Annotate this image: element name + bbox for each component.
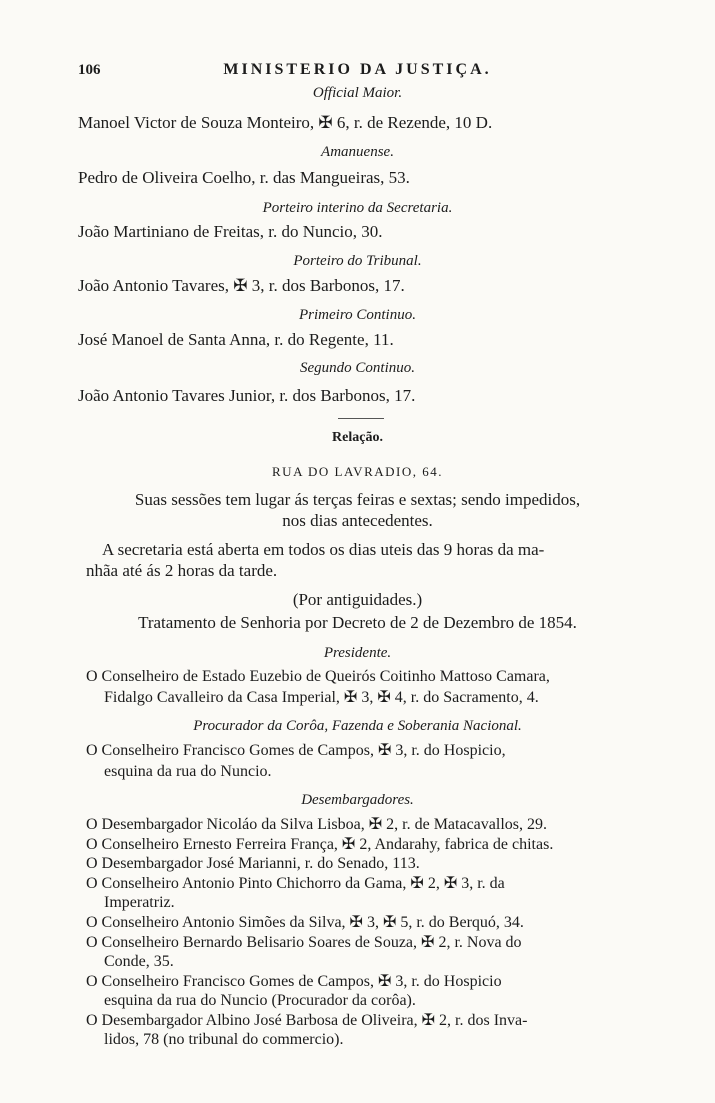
role-heading: Segundo Continuo. [300,360,415,376]
presidente-entry: O Conselheiro de Estado Euzebio de Queirós Coitinho Mattoso Camara, [86,668,550,685]
presidente-heading: Presidente. [323,645,392,661]
list-item: O Desembargador Nicoláo da Silva Lisboa, ✠ 2, r. de Matacavallos, 29. [86,816,547,833]
page-title: MINISTERIO DA JUSTIÇA. [223,61,492,78]
office-hours-text: A secretaria está aberta em todos os dias uteis das 9 horas da ma- [102,540,545,559]
list-item: O Conselheiro Antonio Simões da Silva, ✠ 3, ✠ 5, r. do Berquó, 34. [86,914,524,931]
procurador-heading: Procurador da Corôa, Fazenda e Soberania Nacional. [193,718,522,734]
order-note: (Por antiguidades.) [292,590,423,609]
section-address: RUA DO LAVRADIO, 64. [272,464,443,479]
list-item-continuation: Imperatriz. [104,894,175,911]
sessions-text: nos dias antecedentes. [282,511,433,530]
treatment-text: Tratamento de Senhoria por Decreto de 2 de Dezembro de 1854. [138,613,577,632]
staff-entry: Pedro de Oliveira Coelho, r. das Mangueiras, 53. [78,168,410,187]
office-hours-text: nhãa até ás 2 horas da tarde. [86,561,278,580]
list-item: O Conselheiro Francisco Gomes de Campos, ✠ 3, r. do Hospicio [86,973,502,990]
list-item: O Conselheiro Antonio Pinto Chichorro da Gama, ✠ 2, ✠ 3, r. da [86,875,505,892]
staff-entry: José Manoel de Santa Anna, r. do Regente, 11. [78,330,394,349]
list-item-continuation: esquina da rua do Nuncio (Procurador da corôa). [104,992,416,1009]
role-heading: Primeiro Continuo. [299,307,416,323]
page-number: 106 [78,62,101,78]
list-item: O Conselheiro Bernardo Belisario Soares de Souza, ✠ 2, r. Nova do [86,934,522,951]
role-heading: Porteiro interino da Secretaria. [262,200,453,216]
presidente-entry: Fidalgo Cavalleiro da Casa Imperial, ✠ 3, ✠ 4, r. do Sacramento, 4. [104,689,539,706]
list-item-continuation: Conde, 35. [104,953,174,970]
role-heading: Amanuense. [321,144,394,160]
role-heading: Official Maior. [312,85,403,101]
staff-entry: João Antonio Tavares Junior, r. dos Barbonos, 17. [78,386,416,405]
section-title: Relação. [332,430,383,445]
list-item: O Desembargador José Marianni, r. do Senado, 113. [86,855,420,872]
role-heading: Porteiro do Tribunal. [293,253,422,269]
procurador-entry: O Conselheiro Francisco Gomes de Campos, ✠ 3, r. do Hospicio, [86,742,506,759]
staff-entry: João Antonio Tavares, ✠ 3, r. dos Barbonos, 17. [78,276,405,295]
staff-entry: João Martiniano de Freitas, r. do Nuncio, 30. [78,222,383,241]
desembargadores-heading: Desembargadores. [301,792,414,808]
section-divider [338,418,384,419]
procurador-entry: esquina da rua do Nuncio. [104,763,272,780]
list-item: O Conselheiro Ernesto Ferreira França, ✠ 2, Andarahy, fabrica de chitas. [86,836,554,853]
sessions-text: Suas sessões tem lugar ás terças feiras e sextas; sendo impedidos, [134,490,581,509]
staff-entry: Manoel Victor de Souza Monteiro, ✠ 6, r. de Rezende, 10 D. [78,113,493,132]
list-item: O Desembargador Albino José Barbosa de Oliveira, ✠ 2, r. dos Inva- [86,1012,528,1029]
list-item-continuation: lidos, 78 (no tribunal do commercio). [104,1031,344,1048]
